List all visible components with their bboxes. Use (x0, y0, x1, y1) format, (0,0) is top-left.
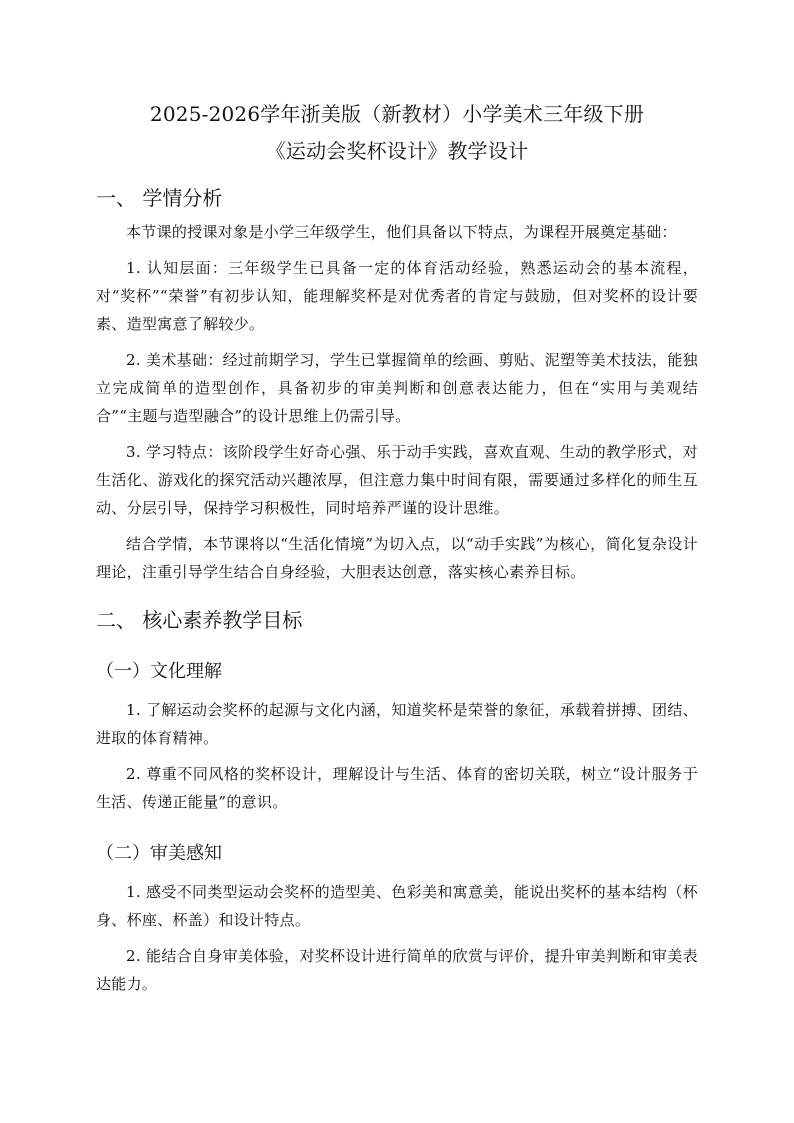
document-title-line2: 《运动会奖杯设计》教学设计 (265, 139, 529, 163)
subsection1-item-1: 1. 了解运动会奖杯的起源与文化内涵，知道奖杯是荣誉的象征，承载着拼搏、团结、进取的体育精神。 (96, 701, 698, 747)
section1-heading: 一、 学情分析 (96, 186, 223, 210)
title-block (96, 96, 698, 170)
section1-item-2: 2. 美术基础：经过前期学习，学生已掌握简单的绘画、剪贴、泥塑等美术技法，能独立完成简单的造型创作，具备初步的审美判断和创意表达能力，但在“实用与美观结合”“主题与造型融合”的设计思维上仍需引导。 (96, 351, 698, 425)
subsection2-item-2: 2. 能结合自身审美体验，对奖杯设计进行简单的欣赏与评价，提升审美判断和审美表达能力。 (96, 947, 698, 993)
section1-item-1: 1. 认知层面：三年级学生已具备一定的体育活动经验，熟悉运动会的基本流程，对“奖杯”“荣誉”有初步认知，能理解奖杯是对优秀者的肯定与鼓励，但对奖杯的设计要素、造型寓意了解较少。 (96, 259, 698, 333)
document-page (96, 96, 698, 998)
section1-item-3: 3. 学习特点：该阶段学生好奇心强、乐于动手实践，喜欢直观、生动的教学形式，对生活化、游戏化的探究活动兴趣浓厚，但注意力集中时间有限，需要通过多样化的师生互动、分层引导，保持学习积极性，同时培养严谨的设计思维。 (96, 443, 698, 517)
section1-summary: 结合学情，本节课将以“生活化情境”为切入点，以“动手实践”为核心，简化复杂设计理论，注重引导学生结合自身经验，大胆表达创意，落实核心素养目标。 (96, 535, 698, 581)
section2-heading: 二、 核心素养教学目标 (96, 608, 303, 632)
subsection1-item-2: 2. 尊重不同风格的奖杯设计，理解设计与生活、体育的密切关联，树立“设计服务于生活、传递正能量”的意识。 (96, 765, 698, 811)
subsection1-heading: （一）文化理解 (96, 661, 222, 682)
document-title-line1: 2025-2026学年浙美版（新教材）小学美术三年级下册 (149, 102, 645, 126)
subsection2-item-1: 1. 感受不同类型运动会奖杯的造型美、色彩美和寓意美，能说出奖杯的基本结构（杯身、杯座、杯盖）和设计特点。 (96, 883, 698, 929)
subsection2-heading: （二）审美感知 (96, 843, 222, 864)
section1-intro: 本节课的授课对象是小学三年级学生，他们具备以下特点，为课程开展奠定基础： (126, 223, 677, 241)
